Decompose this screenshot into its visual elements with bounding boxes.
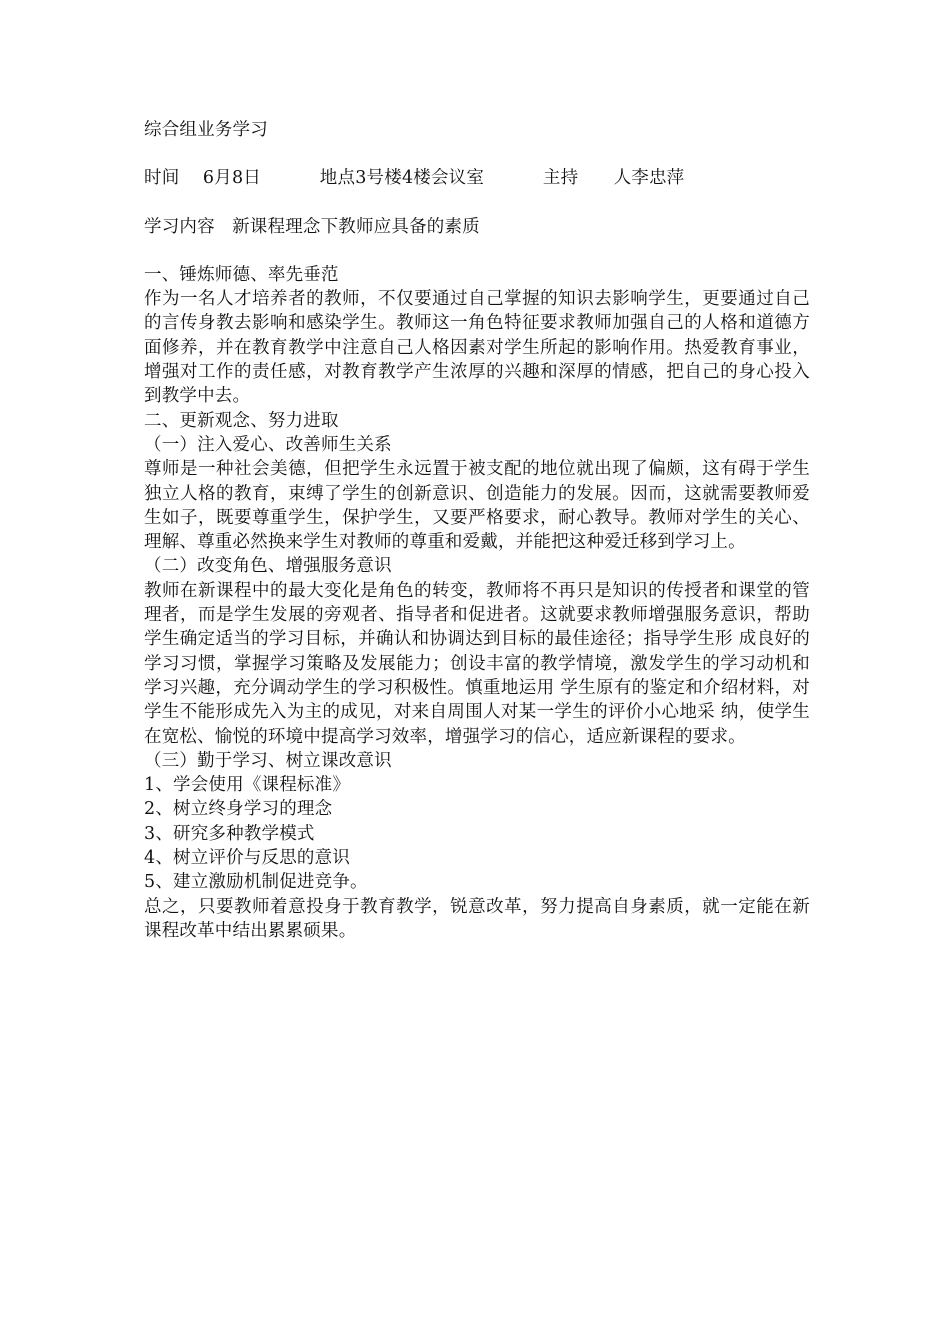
- paragraph: 教师在新课程中的最大变化是角色的转变，教师将不再只是知识的传授者和课堂的管理者，而是学生发展的旁观者、指导者和促进者。这就要求教师增强服务意识，帮助学生确定适当的学习目标，并确认和协调达到目标的最佳途径；指导学生形 成良好的学习习惯，掌握学习策略及发展能力；创设丰富的教学情境，激发学生的学习动机和学习兴趣，充分调动学生的学习积极性。慎重地运用 学生原有的鉴定和介绍材料，对学生不能形成先入为主的成见，对来自周围人对某一学生的评价小心地采 纳，使学生在宽松、愉悦的环境中提高学习效率，增强学习的信心，适应新课程的要求。: [144, 580, 810, 747]
- list-item: 4、树立评价与反思的意识: [144, 848, 351, 869]
- document-body: [144, 118, 810, 943]
- paragraph: 作为一名人才培养者的教师，不仅要通过自己掌握的知识去影响学生，更要通过自己的言传身教去影响和感染学生。教师这一角色特征要求教师加强自己的人格和道德方面修养，并在教育教学中注意自己人格因素对学生所起的影响作用。热爱教育事业，增强对工作的责任感，对教育教学产生浓厚的兴趣和深厚的情感，把自己的身心投入到教学中去。: [144, 289, 810, 407]
- list-item: 2、树立终身学习的理念: [144, 799, 333, 820]
- section-heading: 二、更新观念、努力进取: [144, 410, 339, 431]
- list-item: 1、学会使用《课程标准》: [144, 775, 351, 796]
- document-title: 综合组业务学习: [144, 120, 268, 140]
- subsection-heading: （二）改变角色、增强服务意识: [144, 556, 392, 577]
- meeting-info: 时间 6月8日 地点3号楼4楼会议室 主持 人李忠萍: [144, 168, 685, 189]
- study-topic: 学习内容 新课程理念下教师应具备的素质: [144, 216, 480, 237]
- subsection-heading: （三）勤于学习、树立课改意识: [144, 750, 392, 771]
- paragraph: 尊师是一种社会美德，但把学生永远置于被支配的地位就出现了偏颇，这有碍于学生独立人格的教育，束缚了学生的创新意识、创造能力的发展。因而，这就需要教师爱生如子，既要尊重学生，保护学生，又要严格要求，耐心教导。教师对学生的关心、理解、尊重必然换来学生对教师的尊重和爱戴，并能把这种爱迁移到学习上。: [144, 459, 810, 553]
- section-heading: 一、锤炼师德、率先垂范: [144, 264, 339, 285]
- paragraph: 总之，只要教师着意投身于教育教学，锐意改革，努力提高自身素质，就一定能在新课程改革中结出累累硕果。: [144, 896, 810, 941]
- list-item: 3、研究多种教学模式: [144, 823, 315, 844]
- subsection-heading: （一）注入爱心、改善师生关系: [144, 434, 392, 455]
- list-item: 5、建立激励机制促进竞争。: [144, 872, 368, 893]
